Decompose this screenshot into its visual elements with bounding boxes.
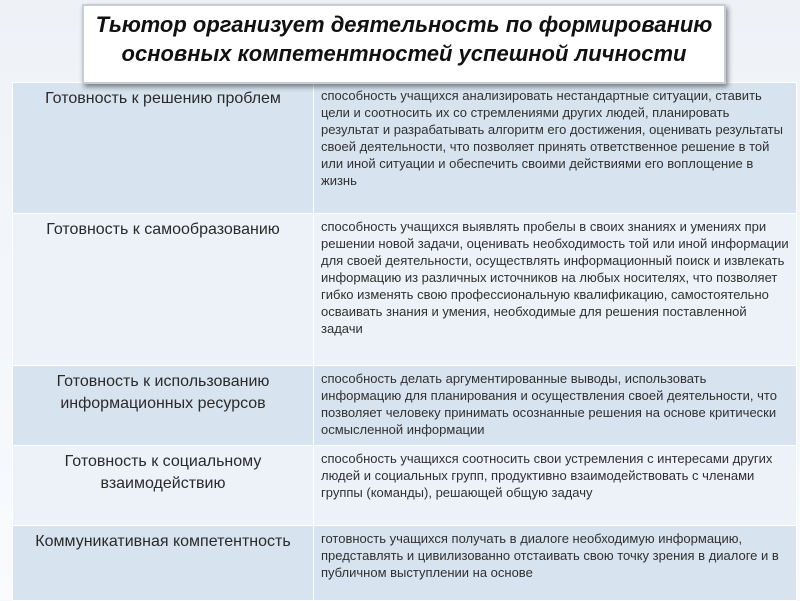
description-cell xyxy=(314,214,797,366)
competence-description: способность учащихся соотносить свои устремления с интересами других людей и социальных групп, продуктивно взаимодействовать с членами группы (команды), решающей общую задачу xyxy=(321,451,773,500)
competence-cell xyxy=(13,214,314,366)
table-row xyxy=(13,526,797,601)
competence-name: Готовность к использованию информационных ресурсов xyxy=(56,373,270,412)
competence-description: способность учащихся выявлять пробелы в своих знаниях и умениях при решении новой задачи, оценивать необходимость той или иной информации для своей деятельности, осуществлять информационный поиск и извлекать информацию из различных источников на любых носителях, что позволяет гибко изменять свою профессиональную квалификацию, самостоятельно осваивать знания и умения, необходимые для решения поставленной задачи xyxy=(321,219,789,336)
competence-description: способность учащихся анализировать нестандартные ситуации, ставить цели и соотносить их со стремлениями других людей, планировать результат и разрабатывать алгоритм его достижения, оценивать результаты своей деятельности, что позволяет принять ответственное решение в той или иной ситуации и обеспечить своими действиями его воплощение в жизнь xyxy=(321,88,783,188)
table-row xyxy=(13,366,797,446)
title-box xyxy=(82,4,726,84)
competence-table xyxy=(12,82,797,601)
competence-name: Готовность к самообразованию xyxy=(46,221,280,238)
description-cell xyxy=(314,366,797,446)
description-cell xyxy=(314,446,797,526)
competence-description: готовность учащихся получать в диалоге необходимую информацию, представлять и цивилизованно отстаивать свою точку зрения в диалоге и в публичном выступлении на основе xyxy=(321,531,779,580)
competence-cell xyxy=(13,366,314,446)
description-cell xyxy=(314,83,797,214)
page-title: Тьютор организует деятельность по формированию основных компетентностей успешной личности xyxy=(95,12,713,66)
competence-cell xyxy=(13,83,314,214)
table-row xyxy=(13,83,797,214)
table-row xyxy=(13,446,797,526)
description-cell xyxy=(314,526,797,601)
competence-name: Готовность к решению проблем xyxy=(45,90,281,107)
competence-name: Готовность к социальному взаимодействию xyxy=(64,453,262,492)
competence-cell xyxy=(13,446,314,526)
competence-name: Коммуникативная компетентность xyxy=(35,533,291,550)
competence-description: способность делать аргументированные выводы, использовать информацию для планирования и осуществления своей деятельности, что позволяет человеку принимать осознанные решения на основе критически осмысленной информации xyxy=(321,371,777,437)
competence-cell xyxy=(13,526,314,601)
table-row xyxy=(13,214,797,366)
